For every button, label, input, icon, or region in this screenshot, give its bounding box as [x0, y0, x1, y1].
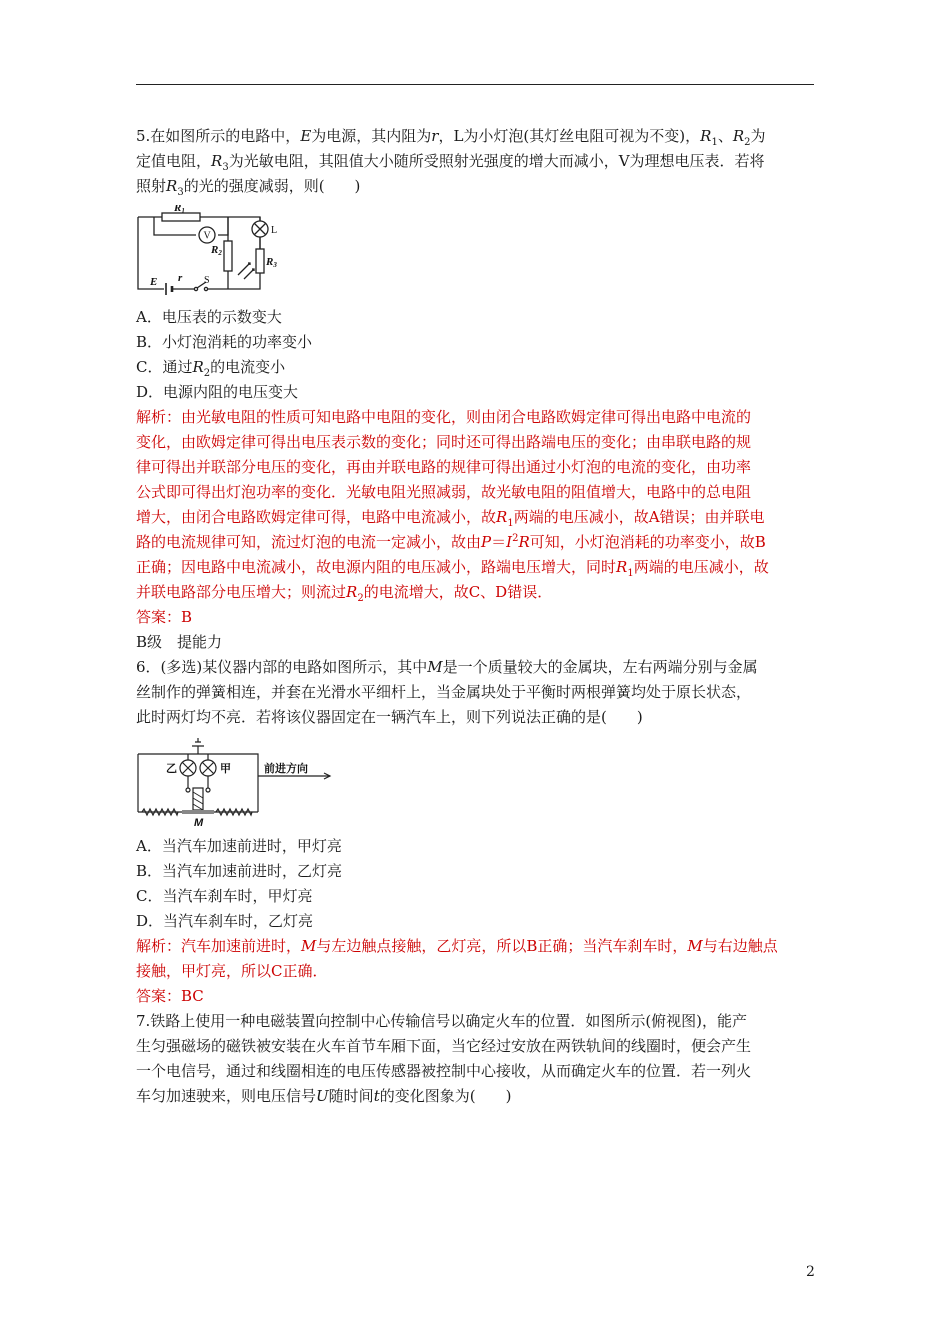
q6-symbol-M: M: [687, 937, 703, 955]
q5-symbol-I: I: [506, 533, 513, 551]
q6-analysis-line: 接触，甲灯亮，所以C正确．: [136, 962, 328, 980]
q5-stem-text: 为光敏电阻，其阻值大小随所受照射光强度的增大而减小，V为理想电压表．若将: [228, 152, 765, 170]
q5-stem-text: 照射: [136, 177, 167, 195]
q7-stem-text: 生匀强磁场的磁铁被安装在火车首节车厢下面，当它经过安放在两铁轨间的线圈时，便会产生: [136, 1037, 752, 1055]
q5-subscript: 1: [627, 568, 634, 579]
q6-stem-text: 丝制作的弹簧相连，并套在光滑水平细杆上，当金属块处于平衡时两根弹簧均处于原长状态，: [136, 683, 752, 701]
q5-symbol-R: R: [496, 508, 508, 526]
q6-answer: 答案：BC: [136, 987, 204, 1005]
q5-superscript: 2: [512, 533, 519, 544]
q5-equals: ＝: [491, 533, 507, 551]
q5-symbol-R: R: [211, 152, 223, 170]
contact-left: [186, 788, 190, 792]
q7-stem: [136, 1009, 814, 1109]
q6-device-diagram: [136, 736, 336, 830]
q5-option-c-text: C．通过: [136, 358, 193, 376]
q5-option-c: [136, 355, 814, 380]
q5-subscript: 2: [203, 368, 211, 379]
q6-analysis: [136, 934, 814, 984]
label-jia: 甲: [220, 763, 231, 775]
question-7: [136, 1009, 814, 1109]
q5-analysis-line: 正确；因电路中电流减小，故电源内阻的电压减小，路端电压增大，同时: [136, 558, 617, 576]
q5-option-c-text: 的电流变小: [210, 358, 286, 376]
q6-analysis-line: 解析：汽车加速前进时，: [136, 937, 302, 955]
q7-stem-text: 随时间: [328, 1087, 374, 1105]
q5-stem-text: 为: [750, 127, 766, 145]
label-R3: R3: [266, 256, 277, 269]
q5-analysis-line: 两端的电压减小，故A错误；由并联电: [513, 508, 765, 526]
q7-symbol-U: U: [316, 1087, 329, 1105]
question-5: [136, 124, 814, 630]
q5-subscript: 3: [222, 162, 229, 173]
q5-symbol-r: r: [431, 127, 439, 145]
switch-contact-right: [204, 287, 207, 290]
q7-stem-text: 的变化图象为( ): [379, 1087, 512, 1105]
q5-subscript: 2: [744, 137, 751, 148]
header-rule: [136, 84, 814, 85]
q5-circuit-diagram: [136, 205, 286, 301]
light-rays-icon: [238, 263, 254, 279]
q6-option-a: A．当汽车加速前进时，甲灯亮: [136, 837, 342, 855]
q5-option-d: D．电源内阻的电压变大: [136, 383, 299, 401]
q5-analysis-line: 两端的电压减小，故: [633, 558, 769, 576]
label-R1: R1: [174, 205, 185, 215]
q5-stem-text: ，L为小灯泡(其灯丝电阻可视为不变)，: [438, 127, 701, 145]
page-number: 2: [806, 1264, 815, 1280]
lamp-wires: [188, 754, 208, 760]
q5-subscript: 2: [357, 593, 364, 604]
q6-stem: [136, 655, 814, 730]
q5-stem-text: 定值电阻，: [136, 152, 212, 170]
q5-stem-text: 为电源，其内阻为: [311, 127, 432, 145]
q6-analysis-line: 与右边触点: [702, 937, 778, 955]
q5-analysis-line: 并联电路部分电压增大；则流过: [136, 583, 347, 601]
label-S: S: [204, 275, 210, 286]
q5-stem: [136, 124, 814, 199]
q7-stem-text: 车匀加速驶来，则电压信号: [136, 1087, 317, 1105]
q6-option-d: D．当汽车刹车时，乙灯亮: [136, 912, 314, 930]
page-content: [136, 124, 814, 1109]
q6-stem-text: 6．(多选)某仪器内部的电路如图所示，其中: [136, 658, 428, 676]
label-M: M: [194, 817, 204, 829]
label-R2: R2: [211, 244, 222, 257]
q5-answer: 答案：B: [136, 608, 193, 626]
label-V: V: [203, 230, 211, 242]
q5-stem-text: 5.在如图所示的电路中，: [136, 127, 301, 145]
q5-analysis-line: 增大，由闭合电路欧姆定律可得，电路中电流减小，故: [136, 508, 497, 526]
q5-symbol-R: R: [700, 127, 712, 145]
section-level-heading: B级 提能力: [136, 633, 223, 651]
q6-stem-text: 是一个质量较大的金属块，左右两端分别与金属: [442, 658, 758, 676]
label-L: L: [271, 225, 278, 236]
q5-option-a: A．电压表的示数变大: [136, 308, 282, 326]
q5-analysis-line: 可知，小灯泡消耗的功率变小，故B: [529, 533, 766, 551]
q5-symbol-R: R: [616, 558, 628, 576]
circuit-wire-bottom-right: [206, 265, 260, 289]
label-direction: 前进方向: [264, 763, 308, 775]
q5-analysis-line: 路的电流规律可知，流过灯泡的电流一定减小，故由: [136, 533, 482, 551]
q6-symbol-M: M: [301, 937, 317, 955]
q5-symbol-R: R: [166, 177, 178, 195]
q7-stem-text: 7.铁路上使用一种电磁装置向控制中心传输信号以确定火车的位置．如图所示(俯视图)，能产: [136, 1012, 748, 1030]
q6-option-c: C．当汽车刹车时，甲灯亮: [136, 887, 313, 905]
q5-symbol-R: R: [192, 358, 204, 376]
q5-analysis-line: 的电流增大，故C、D错误．: [363, 583, 553, 601]
contact-wires: [188, 776, 208, 788]
q5-subscript: 3: [177, 187, 184, 198]
q5-stem-text: 的光的强度减弱，则( ): [183, 177, 361, 195]
resistor-R2: [224, 241, 232, 271]
photoresistor-R3: [256, 249, 264, 273]
mass-base: [182, 810, 214, 814]
q6-option-b: B．当汽车加速前进时，乙灯亮: [136, 862, 343, 880]
q5-subscript: 1: [507, 518, 514, 529]
q5-option-b: B．小灯泡消耗的功率变小: [136, 333, 313, 351]
label-E: E: [150, 276, 158, 288]
q7-stem-text: 一个电信号，通过和线圈相连的电压传感器被控制中心接收，从而确定火车的位置．若一列火: [136, 1062, 752, 1080]
q5-analysis-line: 变化，由欧姆定律可得出电压表示数的变化；同时还可得出路端电压的变化；由串联电路的规: [136, 433, 752, 451]
q5-stem-text: 、: [717, 127, 733, 145]
q5-analysis-line: 律可得出并联部分电压的变化，再由并联电路的规律可得出通过小灯泡的电流的变化，由功率: [136, 458, 752, 476]
q5-symbol-E: E: [300, 127, 312, 145]
q6-symbol-M: M: [427, 658, 443, 676]
q6-stem-text: 此时两灯均不亮．若将该仪器固定在一辆汽车上，则下列说法正确的是( ): [136, 708, 643, 726]
q5-subscript: 1: [711, 137, 718, 148]
q5-symbol-R: R: [518, 533, 530, 551]
contact-right: [206, 788, 210, 792]
battery-icon: [192, 738, 204, 754]
q5-analysis-line: 解析：由光敏电阻的性质可知电路中电阻的变化，则由闭合电路欧姆定律可得出电路中电流的: [136, 408, 752, 426]
q5-analysis-line: 公式即可得出灯泡功率的变化．光敏电阻光照减弱，故光敏电阻的阻值增大，电路中的总电阻: [136, 483, 752, 501]
q6-analysis-line: 与左边触点接触，乙灯亮，所以B正确；当汽车刹车时，: [316, 937, 688, 955]
q5-symbol-R: R: [346, 583, 358, 601]
q5-symbol-R: R: [732, 127, 745, 145]
question-6: [136, 655, 814, 1009]
q5-symbol-P: P: [481, 533, 492, 551]
label-r: r: [178, 272, 183, 284]
q5-analysis: [136, 405, 814, 605]
label-yi: 乙: [166, 763, 177, 775]
q7-symbol-t: t: [373, 1087, 380, 1105]
